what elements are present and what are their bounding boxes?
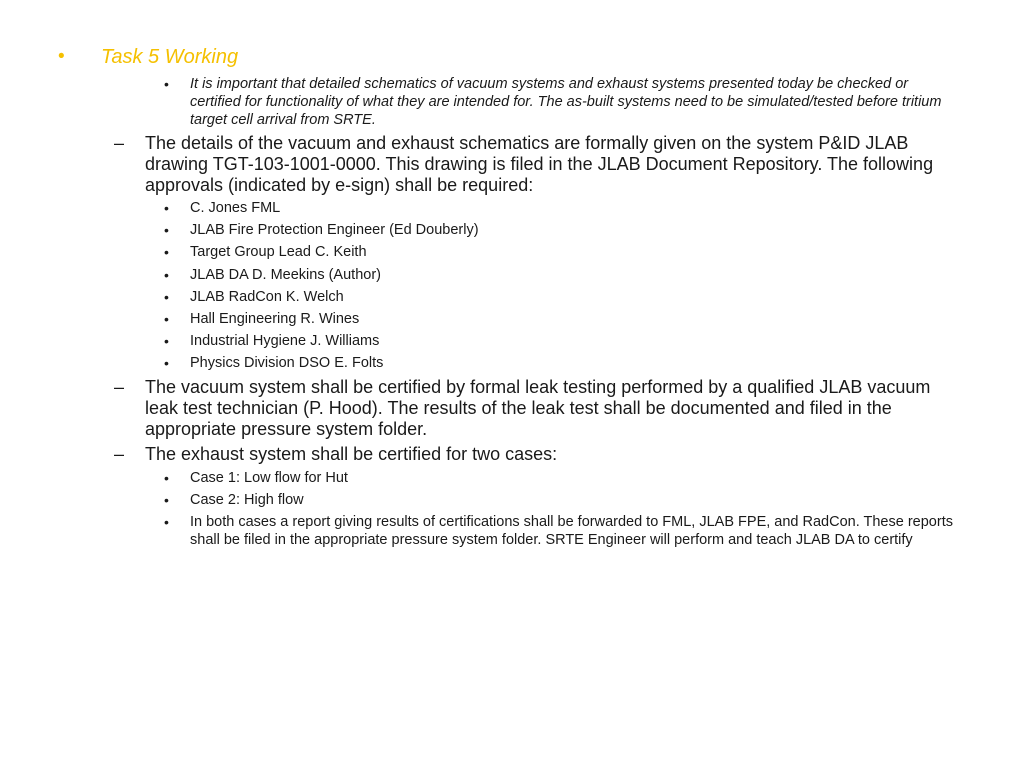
bullet-dot: • <box>164 76 169 92</box>
list-item-text: JLAB RadCon K. Welch <box>190 288 344 305</box>
bullet-dot: • <box>164 266 169 283</box>
bullet-dot: • <box>164 514 169 531</box>
dash-item-text: The details of the vacuum and exhaust schematics are formally given on the system P&ID JLAB drawing TGT-103-1001-0000. This drawing is filed in the JLAB Document Repository. The following approvals (indicated by e-sign) shall be required: <box>145 133 934 195</box>
list-item-text: Industrial Hygiene J. Williams <box>190 333 380 350</box>
bullet-dot: • <box>164 355 169 372</box>
list-item <box>164 469 984 491</box>
list-item <box>164 266 984 288</box>
bullet-dot: • <box>164 244 169 261</box>
list-item-text: Hall Engineering R. Wines <box>190 310 360 327</box>
list-item-text: JLAB DA D. Meekins (Author) <box>190 266 381 283</box>
bullet-dot: • <box>164 333 169 350</box>
list-item-text: Target Group Lead C. Keith <box>190 244 367 261</box>
list-item-text: In both cases a report giving results of certifications shall be forwarded to FML, JLAB FPE, and RadCon. These reports shall be filed in the appropriate pressure system folder. SRTE Engineer will perform and teach JLAB DA to certify <box>190 514 953 549</box>
intro-text: It is important that detailed schematics of vacuum systems and exhaust systems presented today be checked or certified for functionality of what they are intended for. The as-built systems need to be simulated/tested before tritium target cell arrival from SRTE. <box>190 76 942 128</box>
list-item <box>164 354 984 376</box>
bullet-dot: • <box>164 310 169 327</box>
dash-marker: – <box>114 444 125 464</box>
heading-bullet: • <box>58 46 65 67</box>
list-item-text: Case 1: Low flow for Hut <box>190 470 348 486</box>
list-item <box>164 332 984 354</box>
dash-item-text: The exhaust system shall be certified for two cases: <box>145 444 558 464</box>
list-item <box>164 221 984 243</box>
list-item <box>164 310 984 332</box>
bullet-dot: • <box>164 222 169 239</box>
dash-marker: – <box>114 133 125 153</box>
dash-marker: – <box>114 377 125 397</box>
bullet-dot: • <box>164 470 169 486</box>
list-item <box>164 243 984 265</box>
list-item <box>164 288 984 310</box>
bullet-dot: • <box>164 288 169 305</box>
approvals-list <box>164 199 984 377</box>
list-item-text: Physics Division DSO E. Folts <box>190 355 384 372</box>
list-item-text: Case 2: High flow <box>190 492 304 509</box>
bullet-dot: • <box>164 200 169 216</box>
bullet-dot: • <box>164 492 169 509</box>
list-item <box>164 491 984 513</box>
list-item <box>164 199 984 221</box>
heading-task-5-working: Task 5 Working <box>101 46 239 68</box>
list-item-text: JLAB Fire Protection Engineer (Ed Douberly) <box>190 222 479 239</box>
list-item <box>164 513 984 549</box>
list-item-text: C. Jones FML <box>190 200 281 216</box>
exhaust-cases-list <box>164 469 984 549</box>
dash-item-text: The vacuum system shall be certified by formal leak testing performed by a qualified JLAB vacuum leak test technician (P. Hood). The results of the leak test shall be documented and filed in the appropriate pressure system folder. <box>145 377 931 439</box>
